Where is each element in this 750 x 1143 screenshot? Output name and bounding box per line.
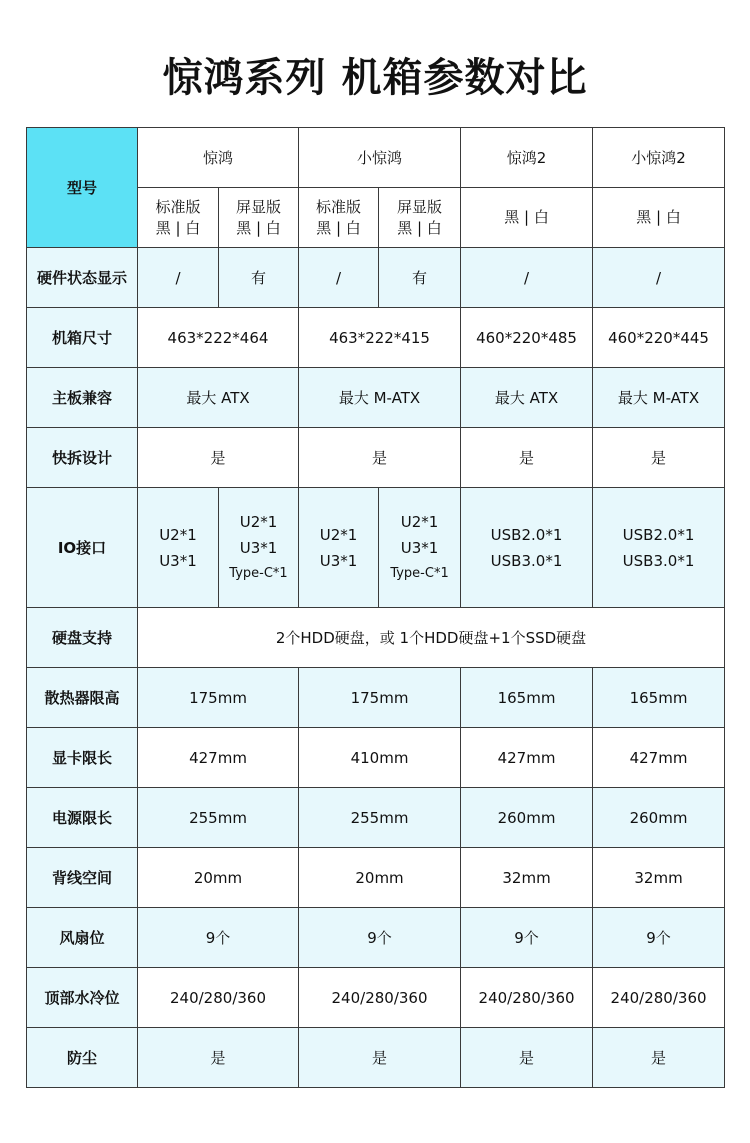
io-port: U3*1 [159, 551, 197, 570]
table-cell: 460*220*485 [461, 308, 593, 368]
row-label: 散热器限高 [27, 668, 138, 728]
io-port: Type-C*1 [229, 565, 288, 581]
table-cell [593, 488, 725, 608]
table-cell: 460*220*445 [593, 308, 725, 368]
table-row [27, 848, 725, 908]
io-port: U2*1 [239, 512, 278, 531]
table-cell: 260mm [593, 788, 725, 848]
row-label: 主板兼容 [27, 368, 138, 428]
table-cell [138, 488, 219, 608]
table-cell [461, 488, 593, 608]
row-label: 顶部水冷位 [27, 968, 138, 1028]
table-cell: 有 [379, 248, 461, 308]
model-name-xiao-jinghong-2: 小惊鸿2 [593, 128, 725, 188]
edition-cell [138, 188, 219, 248]
table-cell: 是 [138, 428, 299, 488]
io-port: U3*1 [400, 538, 439, 557]
table-row [27, 668, 725, 728]
table-cell: 427mm [593, 728, 725, 788]
io-port: U2*1 [319, 525, 358, 544]
row-label: 硬盘支持 [27, 608, 138, 668]
table-cell [379, 488, 461, 608]
table-cell: / [461, 248, 593, 308]
edition-name: 屏显版 [236, 197, 282, 216]
io-port: Type-C*1 [390, 565, 449, 581]
table-row [27, 728, 725, 788]
table-cell: 165mm [461, 668, 593, 728]
table-cell: 240/280/360 [461, 968, 593, 1028]
row-label: 机箱尺寸 [27, 308, 138, 368]
table-cell [219, 488, 299, 608]
table-cell: 175mm [138, 668, 299, 728]
table-cell: 175mm [299, 668, 461, 728]
table-cell: 有 [219, 248, 299, 308]
table-row [27, 428, 725, 488]
table-cell: 427mm [138, 728, 299, 788]
io-port: USB2.0*1 [622, 525, 695, 544]
table-row [27, 788, 725, 848]
io-port: USB3.0*1 [490, 551, 563, 570]
table-cell: / [138, 248, 219, 308]
io-port: USB3.0*1 [622, 551, 695, 570]
table-cell: 32mm [593, 848, 725, 908]
table-cell: / [593, 248, 725, 308]
table-cell: 是 [299, 1028, 461, 1088]
table-cell: 9个 [461, 908, 593, 968]
table-cell: 最大 M-ATX [593, 368, 725, 428]
table-row [27, 908, 725, 968]
table-cell: 32mm [461, 848, 593, 908]
table-cell: 9个 [138, 908, 299, 968]
table-cell: 20mm [299, 848, 461, 908]
table-cell: 是 [593, 1028, 725, 1088]
table-cell: 9个 [593, 908, 725, 968]
table-cell: 20mm [138, 848, 299, 908]
row-label: 背线空间 [27, 848, 138, 908]
table-cell: 最大 ATX [461, 368, 593, 428]
table-cell: 260mm [461, 788, 593, 848]
table-cell: 255mm [299, 788, 461, 848]
table-cell: 240/280/360 [593, 968, 725, 1028]
table-cell: / [299, 248, 379, 308]
edition-name: 屏显版 [397, 197, 443, 216]
table-cell: 255mm [138, 788, 299, 848]
model-name-jinghong-2: 惊鸿2 [461, 128, 593, 188]
io-port: U2*1 [400, 512, 439, 531]
table-cell: 2个HDD硬盘，或 1个HDD硬盘+1个SSD硬盘 [138, 608, 725, 668]
table-cell: 9个 [299, 908, 461, 968]
edition-colors: 黑 | 白 [397, 218, 442, 237]
table-cell: 是 [461, 1028, 593, 1088]
table-cell: 410mm [299, 728, 461, 788]
row-label: 硬件状态显示 [27, 248, 138, 308]
model-name-xiao-jinghong: 小惊鸿 [299, 128, 461, 188]
edition-cell [219, 188, 299, 248]
table-cell: 240/280/360 [299, 968, 461, 1028]
edition-colors: 黑 | 白 [593, 188, 725, 248]
row-label: 防尘 [27, 1028, 138, 1088]
io-port: U3*1 [319, 551, 358, 570]
edition-colors: 黑 | 白 [155, 218, 201, 237]
edition-colors: 黑 | 白 [461, 188, 593, 248]
row-label: IO接口 [27, 488, 138, 608]
table-cell: 165mm [593, 668, 725, 728]
table-cell: 是 [593, 428, 725, 488]
table-cell [299, 488, 379, 608]
io-port: USB2.0*1 [490, 525, 563, 544]
io-port: U3*1 [239, 538, 278, 557]
edition-colors: 黑 | 白 [236, 218, 281, 237]
edition-name: 标准版 [155, 197, 201, 216]
spec-table [26, 127, 725, 1088]
page-title: 惊鸿系列 机箱参数对比 [162, 55, 588, 101]
table-cell: 427mm [461, 728, 593, 788]
edition-cell [299, 188, 379, 248]
table-row [27, 308, 725, 368]
io-port: U2*1 [159, 525, 197, 544]
table-row [27, 608, 725, 668]
row-label: 风扇位 [27, 908, 138, 968]
table-cell: 是 [299, 428, 461, 488]
table-row [27, 368, 725, 428]
edition-cell [379, 188, 461, 248]
model-name-jinghong: 惊鸿 [138, 128, 299, 188]
table-cell: 463*222*464 [138, 308, 299, 368]
row-label: 显卡限长 [27, 728, 138, 788]
table-row [27, 1028, 725, 1088]
table-cell: 最大 M-ATX [299, 368, 461, 428]
table-cell: 463*222*415 [299, 308, 461, 368]
row-label: 快拆设计 [27, 428, 138, 488]
edition-colors: 黑 | 白 [316, 218, 361, 237]
table-row [27, 248, 725, 308]
table-cell: 240/280/360 [138, 968, 299, 1028]
table-row [27, 488, 725, 608]
table-cell: 是 [138, 1028, 299, 1088]
table-row [27, 968, 725, 1028]
model-header-label: 型号 [27, 128, 138, 248]
edition-name: 标准版 [316, 197, 362, 216]
row-label: 电源限长 [27, 788, 138, 848]
table-cell: 最大 ATX [138, 368, 299, 428]
table-cell: 是 [461, 428, 593, 488]
